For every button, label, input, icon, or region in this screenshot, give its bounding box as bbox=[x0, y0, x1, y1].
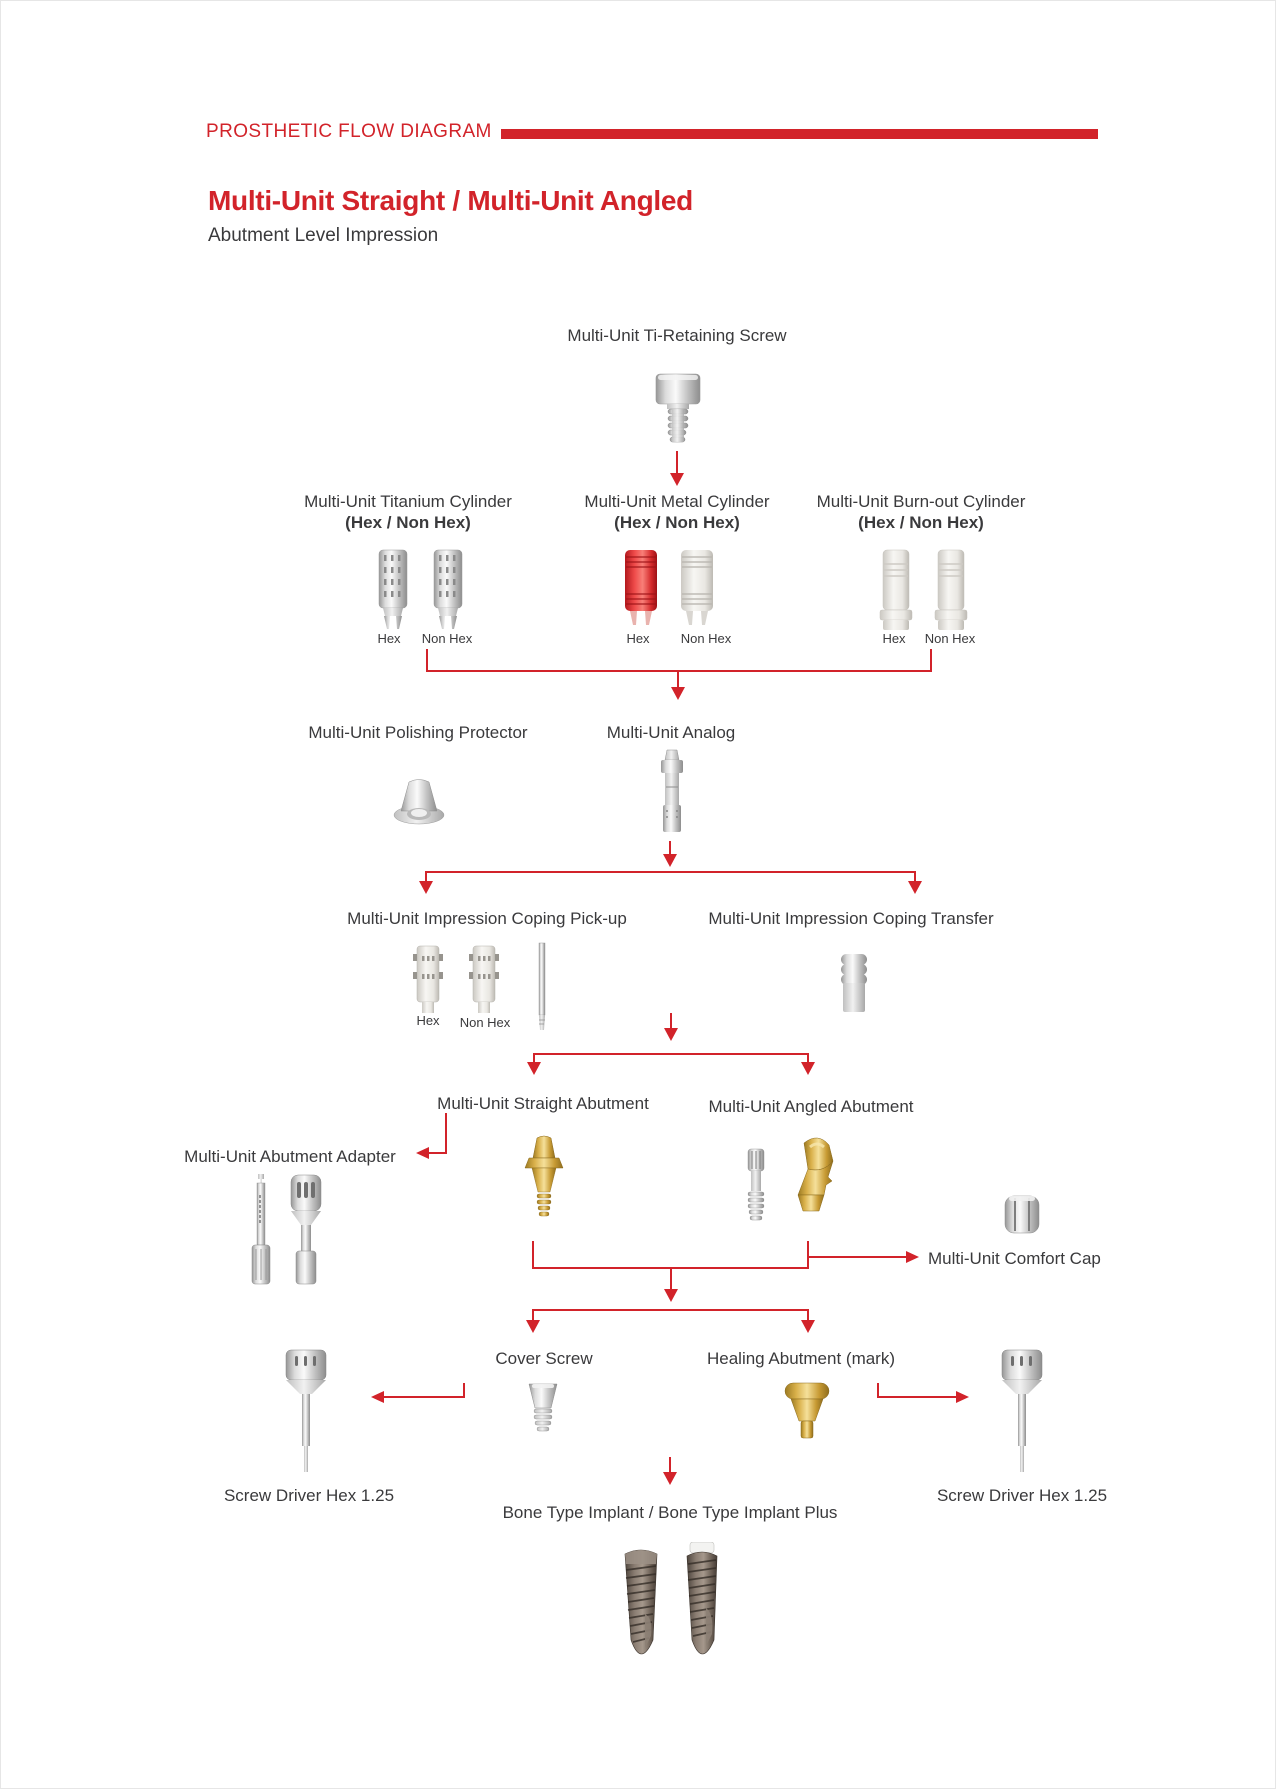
burnout-cylinder-nonhex-image bbox=[934, 548, 968, 632]
connector-cover-arrowhead bbox=[526, 1320, 540, 1333]
label-metal-cylinder-line1: Multi-Unit Metal Cylinder bbox=[584, 492, 770, 511]
connector-ti-to-cylinders-arrowhead bbox=[670, 473, 684, 486]
label-titanium-hex: Hex bbox=[377, 631, 401, 646]
label-titanium-cylinder bbox=[304, 491, 512, 533]
connector-adapter-arrowhead bbox=[416, 1147, 429, 1159]
abutment-adapter-tool1-image bbox=[249, 1173, 273, 1285]
label-titanium-nonhex: Non Hex bbox=[421, 631, 473, 646]
healing-abutment-image bbox=[783, 1381, 831, 1439]
connector-cylinders-center-arrowhead bbox=[671, 687, 685, 700]
screw-driver-left-image bbox=[283, 1348, 329, 1474]
page-title: Multi-Unit Straight / Multi-Unit Angled bbox=[208, 185, 693, 216]
straight-abutment-image bbox=[522, 1135, 566, 1221]
label-healing-abutment: Healing Abutment (mark) bbox=[706, 1349, 896, 1368]
connector-join-center-line bbox=[670, 1269, 672, 1291]
bone-type-implant-image bbox=[619, 1544, 663, 1668]
connector-abutment-bus bbox=[533, 1053, 809, 1055]
coping-pickup-nonhex-image bbox=[469, 944, 499, 1014]
label-analog: Multi-Unit Analog bbox=[606, 723, 736, 742]
label-angled-abutment: Multi-Unit Angled Abutment bbox=[708, 1097, 914, 1116]
connector-join-left-vertical bbox=[532, 1241, 534, 1269]
label-burnout-hex: Hex bbox=[882, 631, 906, 646]
connector-coping-to-abutment-arrowhead bbox=[664, 1028, 678, 1041]
bone-type-implant-plus-image bbox=[681, 1542, 723, 1668]
label-polishing-protector: Multi-Unit Polishing Protector bbox=[308, 723, 528, 742]
label-pickup-hex: Hex bbox=[416, 1013, 440, 1028]
metal-cylinder-nonhex-image bbox=[679, 548, 715, 632]
label-metal-cylinder-line2: (Hex / Non Hex) bbox=[614, 513, 740, 532]
ti-retaining-screw-image bbox=[650, 373, 706, 445]
comfort-cap-image bbox=[1001, 1194, 1043, 1234]
metal-cylinder-hex-image bbox=[623, 548, 659, 632]
label-burnout-cylinder-line2: (Hex / Non Hex) bbox=[858, 513, 984, 532]
connector-join-center-arrowhead bbox=[664, 1289, 678, 1302]
titanium-cylinder-hex-image bbox=[376, 548, 410, 632]
connector-healing-arrowhead bbox=[801, 1320, 815, 1333]
connector-cylinders-right-drop bbox=[930, 649, 932, 672]
connector-right-driver-arrowhead bbox=[956, 1391, 969, 1403]
burnout-cylinder-hex-image bbox=[879, 548, 913, 632]
label-metal-cylinder bbox=[584, 491, 769, 533]
label-coping-transfer: Multi-Unit Impression Coping Transfer bbox=[708, 909, 994, 928]
connector-analog-down-arrowhead bbox=[663, 854, 677, 867]
connector-coping-right-arrowhead bbox=[908, 881, 922, 894]
connector-left-driver-line bbox=[383, 1396, 464, 1398]
abutment-adapter-tool2-image bbox=[287, 1173, 325, 1285]
label-ti-retaining-screw: Multi-Unit Ti-Retaining Screw bbox=[567, 326, 787, 345]
connector-adapter-elbow-vertical bbox=[445, 1113, 447, 1154]
label-screw-driver-left: Screw Driver Hex 1.25 bbox=[223, 1486, 395, 1505]
connector-cover-healing-bus bbox=[532, 1309, 809, 1311]
connector-coping-left-arrowhead bbox=[419, 881, 433, 894]
header-accent-bar bbox=[501, 129, 1098, 139]
angled-abutment-image bbox=[784, 1137, 836, 1213]
coping-transfer-image bbox=[838, 953, 870, 1013]
label-comfort-cap: Multi-Unit Comfort Cap bbox=[928, 1249, 1101, 1268]
page-header-label: PROSTHETIC FLOW DIAGRAM bbox=[206, 121, 492, 142]
angled-abutment-screw-image bbox=[743, 1147, 769, 1225]
label-burnout-cylinder bbox=[817, 491, 1026, 533]
connector-adapter-elbow-horizontal bbox=[429, 1152, 447, 1154]
screw-driver-right-image bbox=[999, 1348, 1045, 1474]
connector-ti-to-cylinders-line bbox=[676, 451, 678, 475]
label-straight-abutment: Multi-Unit Straight Abutment bbox=[437, 1094, 649, 1113]
cover-screw-image bbox=[525, 1382, 561, 1436]
connector-join-right-vertical bbox=[807, 1241, 809, 1269]
label-burnout-nonhex: Non Hex bbox=[924, 631, 976, 646]
connector-right-driver-line bbox=[878, 1396, 958, 1398]
label-cover-screw: Cover Screw bbox=[495, 1349, 593, 1368]
titanium-cylinder-nonhex-image bbox=[431, 548, 465, 632]
label-titanium-cylinder-line1: Multi-Unit Titanium Cylinder bbox=[304, 492, 512, 511]
label-screw-driver-right: Screw Driver Hex 1.25 bbox=[936, 1486, 1108, 1505]
coping-guide-pin-image bbox=[535, 942, 549, 1032]
page-subtitle: Abutment Level Impression bbox=[208, 225, 439, 246]
analog-image bbox=[657, 749, 687, 833]
polishing-protector-image bbox=[392, 779, 446, 825]
connector-left-driver-arrowhead bbox=[371, 1391, 384, 1403]
connector-cylinders-bus bbox=[426, 670, 932, 672]
connector-coping-bus bbox=[425, 871, 916, 873]
connector-cylinders-left-drop bbox=[426, 649, 428, 672]
label-pickup-nonhex: Non Hex bbox=[459, 1015, 511, 1030]
connector-abutment-left-arrowhead bbox=[527, 1062, 541, 1075]
connector-comfort-cap-arrowhead bbox=[906, 1251, 919, 1263]
connector-abutment-right-arrowhead bbox=[801, 1062, 815, 1075]
label-titanium-cylinder-line2: (Hex / Non Hex) bbox=[345, 513, 471, 532]
connector-comfort-cap-line bbox=[808, 1256, 908, 1258]
label-metal-nonhex: Non Hex bbox=[680, 631, 732, 646]
coping-pickup-hex-image bbox=[413, 944, 443, 1014]
label-coping-pickup: Multi-Unit Impression Coping Pick-up bbox=[347, 909, 627, 928]
label-abutment-adapter: Multi-Unit Abutment Adapter bbox=[184, 1147, 396, 1166]
label-burnout-cylinder-line1: Multi-Unit Burn-out Cylinder bbox=[816, 492, 1026, 511]
label-metal-hex: Hex bbox=[626, 631, 650, 646]
connector-implant-arrowhead bbox=[663, 1472, 677, 1485]
label-bone-implant: Bone Type Implant / Bone Type Implant Plus bbox=[502, 1503, 838, 1522]
